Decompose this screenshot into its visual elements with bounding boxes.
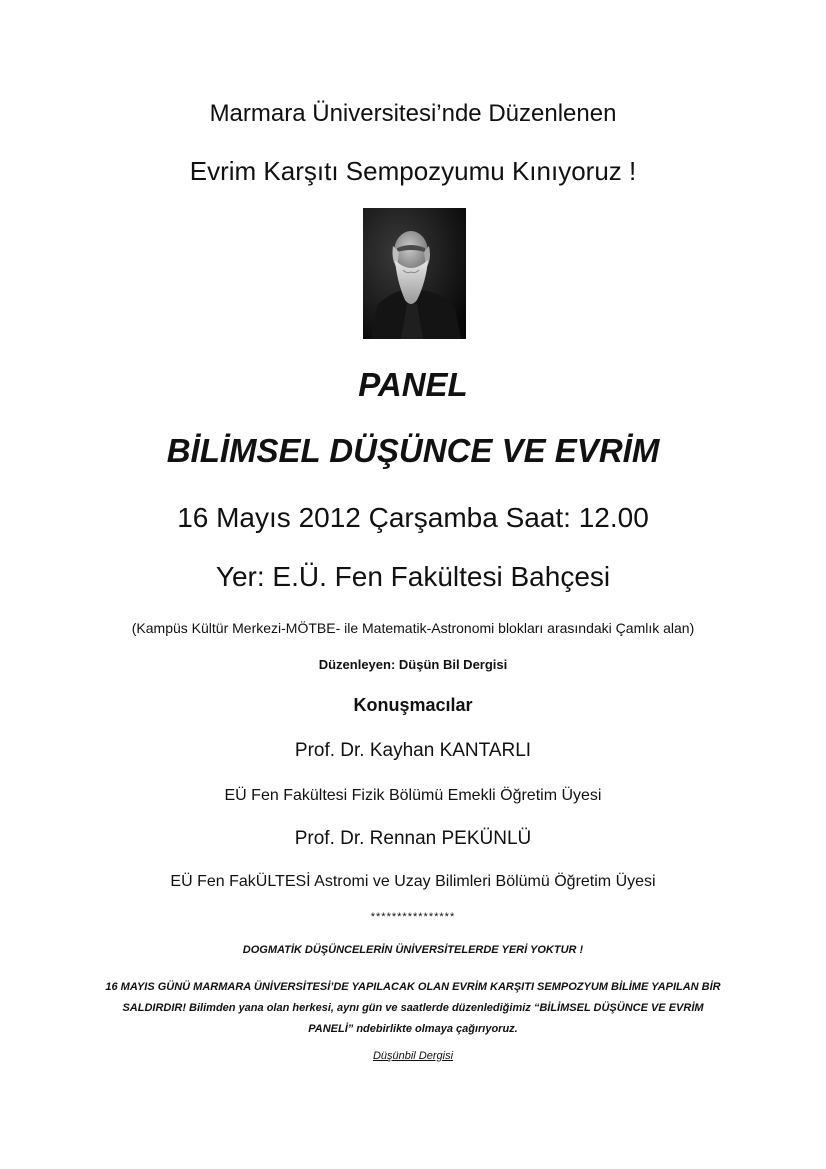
speaker-role-1: EÜ Fen Fakültesi Fizik Bölümü Emekli Öğretim Üyesi: [224, 787, 602, 804]
header-line-1: Marmara Üniversitesi’nde Düzenlenen: [209, 100, 617, 127]
speaker-name-1: Prof. Dr. Kayhan KANTARLI: [294, 740, 532, 761]
slogan: DOGMATİK DÜŞÜNCELERİN ÜNİVERSİTELERDE YERİ YOKTUR !: [242, 944, 584, 956]
signature: Düşünbil Dergisi: [372, 1050, 454, 1062]
panel-title: BİLİMSEL DÜŞÜNCE VE EVRİM: [166, 432, 660, 469]
speaker-role-2: EÜ Fen FakÜLTESİ Astromi ve Uzay Bilimleri Bölümü Öğretim Üyesi: [170, 873, 656, 890]
organizer: Düzenleyen: Düşün Bil Dergisi: [318, 657, 508, 672]
event-venue: Yer: E.Ü. Fen Fakültesi Bahçesi: [215, 561, 611, 592]
speaker-name-2: Prof. Dr. Rennan PEKÜNLÜ: [294, 828, 532, 849]
venue-note: (Kampüs Kültür Merkezi-MÖTBE- ile Matematik-Astronomi blokları arasındaki Çamlık alan): [131, 620, 695, 636]
speakers-heading: Konuşmacılar: [353, 695, 473, 715]
appeal-paragraph: 16 MAYIS GÜNÜ MARMARA ÜNİVERSİTESİ’DE YAPILACAK OLAN EVRİM KARŞITI SEMPOZYUM BİLİME YAPILAN BİR SALDIRDIR! Bilimden yana olan herkesi, aynı gün ve saatlerde düzenlediğimiz “BİLİMSEL DÜŞÜNCE VE EVRİM PANELİ” ndebirlikte olmaya çağırıyoruz.: [105, 981, 721, 1035]
portrait-photo: [363, 208, 466, 339]
header-line-2: Evrim Karşıtı Sempozyumu Kınıyoruz !: [189, 156, 637, 186]
event-date-time: 16 Mayıs 2012 Çarşamba Saat: 12.00: [177, 502, 649, 533]
panel-label: PANEL: [358, 366, 468, 403]
star-divider: ****************: [370, 911, 456, 923]
